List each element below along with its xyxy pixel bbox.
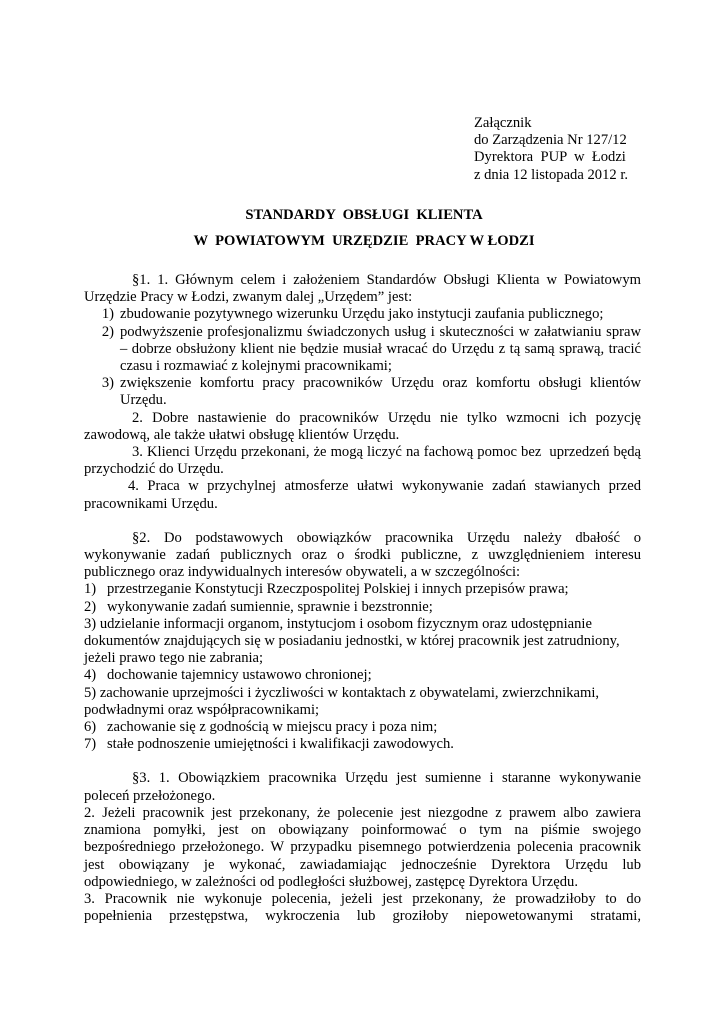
list-item [84, 324, 641, 376]
list-item-text: stałe podnoszenie umiejętności i kwalifikacji zawodowych. [107, 736, 454, 753]
list-item-text: zachowanie się z godnością w miejscu pracy i poza nim; [107, 719, 438, 736]
list-item-text: udzielanie informacji organom, instytucjom i osobom fizycznym oraz udostępnianie dokumentów znajdujących się w posiadaniu jednostki, w której pracownik jest zatrudniony, jeżeli prawo tego nie zabrania; [84, 615, 620, 667]
list-item-text: wykonywanie zadań sumiennie, sprawnie i bezstronnie; [107, 598, 433, 615]
list-item-number: 2) [84, 598, 97, 615]
list-item-number: 3) [84, 615, 97, 632]
section-3-paragraph-3: 3. Pracownik nie wykonuje polecenia, jeżeli jest przekonany, że prowadziłoby to do popełnienia przestępstwa, wykroczenia lub groziłoby niepowetowanymi stratami, [84, 890, 641, 925]
list-item-text: zachowanie uprzejmości i życzliwości w kontaktach z obywatelami, zwierzchnikami, podwładnymi oraz współpracownikami; [84, 684, 600, 718]
section-1-paragraph-3: 3. Klienci Urzędu przekonani, że mogą liczyć na fachową pomoc bez uprzedzeń będą przychodzić do Urzędu. [84, 444, 645, 478]
list-item [84, 375, 641, 409]
list-item [84, 685, 641, 719]
section-1-paragraph-4: 4. Praca w przychylnej atmosferze ułatwi wykonywanie zadań stawianych przed pracownikami Urzędu. [84, 478, 641, 512]
document-title-line-2: W POWIATOWYM URZĘDZIE PRACY W ŁODZI [193, 233, 535, 249]
list-item [84, 719, 641, 736]
list-item [84, 599, 641, 616]
list-item-number: 3) [101, 375, 114, 392]
list-item-number: 7) [84, 736, 97, 753]
list-item-number: 6) [84, 719, 97, 736]
list-item [84, 306, 641, 323]
list-item [84, 667, 641, 684]
spacer [84, 753, 641, 770]
list-item-number: 4) [84, 667, 97, 684]
list-item-text: zwiększenie komfortu pracy pracowników Urzędu oraz komfortu obsługi klientów Urzędu. [120, 375, 641, 409]
section-3-paragraph-1: §3. 1. Obowiązkiem pracownika Urzędu jest sumienne i staranne wykonywanie poleceń przełożonego. [84, 770, 641, 804]
section-3-paragraph-2: 2. Jeżeli pracownik jest przekonany, że polecenie jest niezgodne z prawem albo zawiera znamiona pomyłki, jest on obowiązany poinformować o tym na piśmie swojego bezpośredniego przełożonego. W przypadku pisemnego potwierdzenia polecenia pracownik jest obowiązany je wykonać, zawiadamiając jednocześnie Dyrektora Urzędu lub odpowiedniego, w zależności od podległości służbowej, zastępcę Dyrektora Urzędu. [84, 804, 641, 890]
list-item [84, 616, 641, 668]
document-title-line-1: STANDARDY OBSŁUGI KLIENTA [245, 207, 483, 223]
list-item-text: przestrzeganie Konstytucji Rzeczpospolitej Polskiej i innych przepisów prawa; [107, 581, 569, 598]
annex-line-2: do Zarządzenia Nr 127/12 [474, 132, 627, 149]
list-item-number: 1) [101, 306, 114, 323]
section-2-intro: §2. Do podstawowych obowiązków pracownika Urzędu należy dbałość o wykonywanie zadań publicznych oraz o środki publiczne, z uwzględnieniem interesu publicznego oraz indywidualnych interesów obywateli, a w szczególności: [84, 529, 641, 581]
list-item-text: podwyższenie profesjonalizmu świadczonych usług i skuteczności w załatwianiu spraw – dobrze obsłużony klient nie będzie musiał wracać do Urzędu z tą samą sprawą, tracić czasu i rozmawiać z kolejnymi pracownikami; [120, 323, 641, 375]
list-item-number: 2) [101, 323, 114, 340]
list-item-text: zbudowanie pozytywnego wizerunku Urzędu jako instytucji zaufania publicznego; [120, 306, 604, 323]
list-item [84, 736, 641, 753]
section-1-list [84, 306, 641, 409]
annex-header [474, 115, 714, 184]
annex-line-4: z dnia 12 listopada 2012 r. [474, 166, 629, 183]
document-body [84, 272, 645, 925]
list-item-number: 5) [84, 684, 97, 701]
section-1-paragraph-2: 2. Dobre nastawienie do pracowników Urzędu nie tylko wzmocni ich pozycję zawodową, ale także ułatwi obsługę klientów Urzędu. [84, 409, 641, 443]
section-1-intro: §1. 1. Głównym celem i założeniem Standardów Obsługi Klienta w Powiatowym Urzędzie Pracy w Łodzi, zwanym dalej „Urzędem” jest: [84, 272, 641, 306]
section-2-list [84, 581, 641, 753]
list-item-text: dochowanie tajemnicy ustawowo chronionej; [107, 667, 372, 684]
list-item-number: 1) [84, 581, 97, 598]
spacer [84, 513, 641, 530]
annex-line-1: Załącznik [474, 115, 532, 131]
annex-line-3: Dyrektora PUP w Łodzi [474, 149, 626, 166]
list-item [84, 581, 641, 598]
